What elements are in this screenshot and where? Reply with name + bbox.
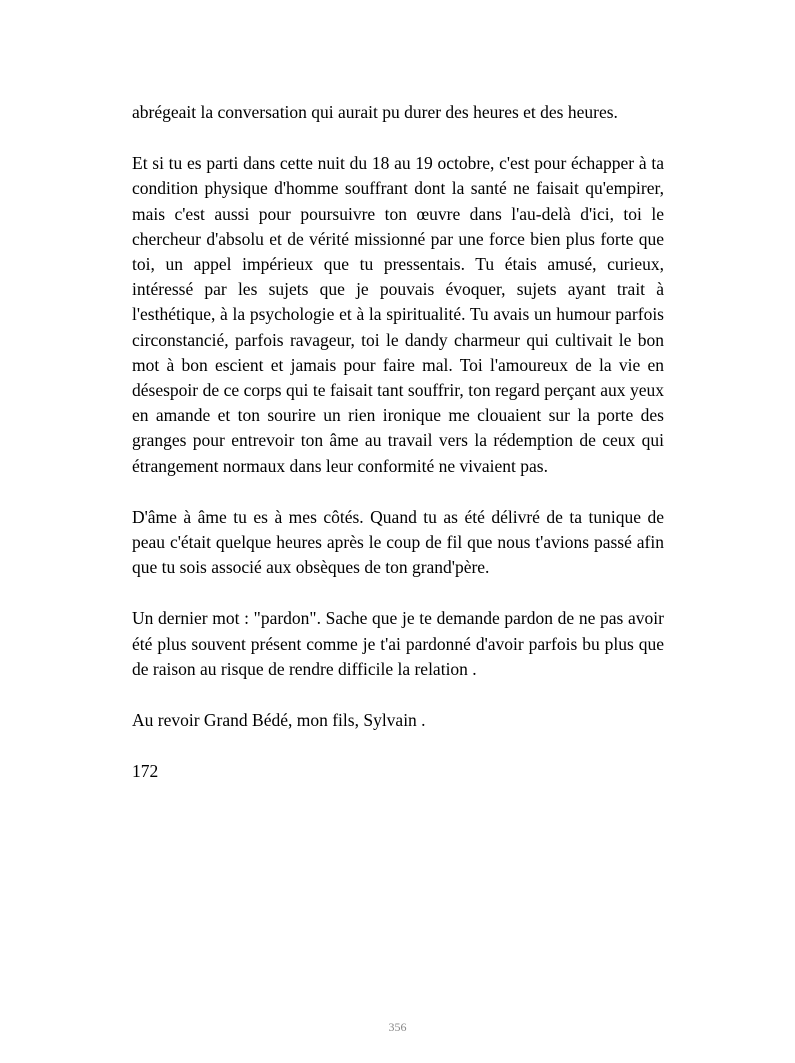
- signature-line: Au revoir Grand Bédé, mon fils, Sylvain .: [132, 710, 426, 731]
- paragraph-gap: [132, 682, 664, 708]
- chapter-number: 172: [132, 761, 159, 782]
- paragraph-1: abrégeait la conversation qui aurait pu durer des heures et des heures.: [132, 102, 618, 122]
- paragraph-3: D'âme à âme tu es à mes côtés. Quand tu as été délivré de ta tunique de peau c'était quelque heures après le coup de fil que nous t'avions passé afin que tu sois associé aux obsèques de ton grand'père.: [132, 506, 664, 578]
- paragraph-gap: [132, 580, 664, 606]
- paragraph-2: Et si tu es parti dans cette nuit du 18 au 19 octobre, c'est pour échapper à ta condition physique d'homme souffrant dont la santé ne faisait qu'empirer, mais c'est aussi pour poursuivre ton œuvre dans l'au-delà d'ici, toi le chercheur d'absolu et de vérité missionné par une force bien plus forte que toi, un appel impérieux que tu pressentais. Tu étais amusé, curieux, intéressé par les sujets que je pouvais évoquer, sujets ayant trait à l'esthétique, à la psychologie et à la spiritualité. Tu avais un humour parfois circonstancié, parfois ravageur, toi le dandy charmeur qui cultivait le bon mot à bon escient et jamais pour faire mal. Toi l'amoureux de la vie en désespoir de ce corps qui te faisait tant souffrir, ton regard perçant aux yeux en amande et ton sourire un rien ironique me clouaient sur la porte des granges pour entrevoir ton âme au travail vers la rédemption de ceux qui étrangement normaux dans leur conformité ne vivaient pas.: [132, 153, 664, 476]
- page-number: 356: [388, 1020, 407, 1034]
- paragraph-gap: [132, 125, 664, 151]
- document-body: [132, 100, 664, 784]
- paragraph-gap: [132, 733, 664, 759]
- paragraph-gap: [132, 479, 664, 505]
- paragraph-4: Un dernier mot : "pardon". Sache que je te demande pardon de ne pas avoir été plus souvent présent comme je t'ai pardonné d'avoir parfois bu plus que de raison au risque de rendre difficile la relation .: [132, 608, 664, 679]
